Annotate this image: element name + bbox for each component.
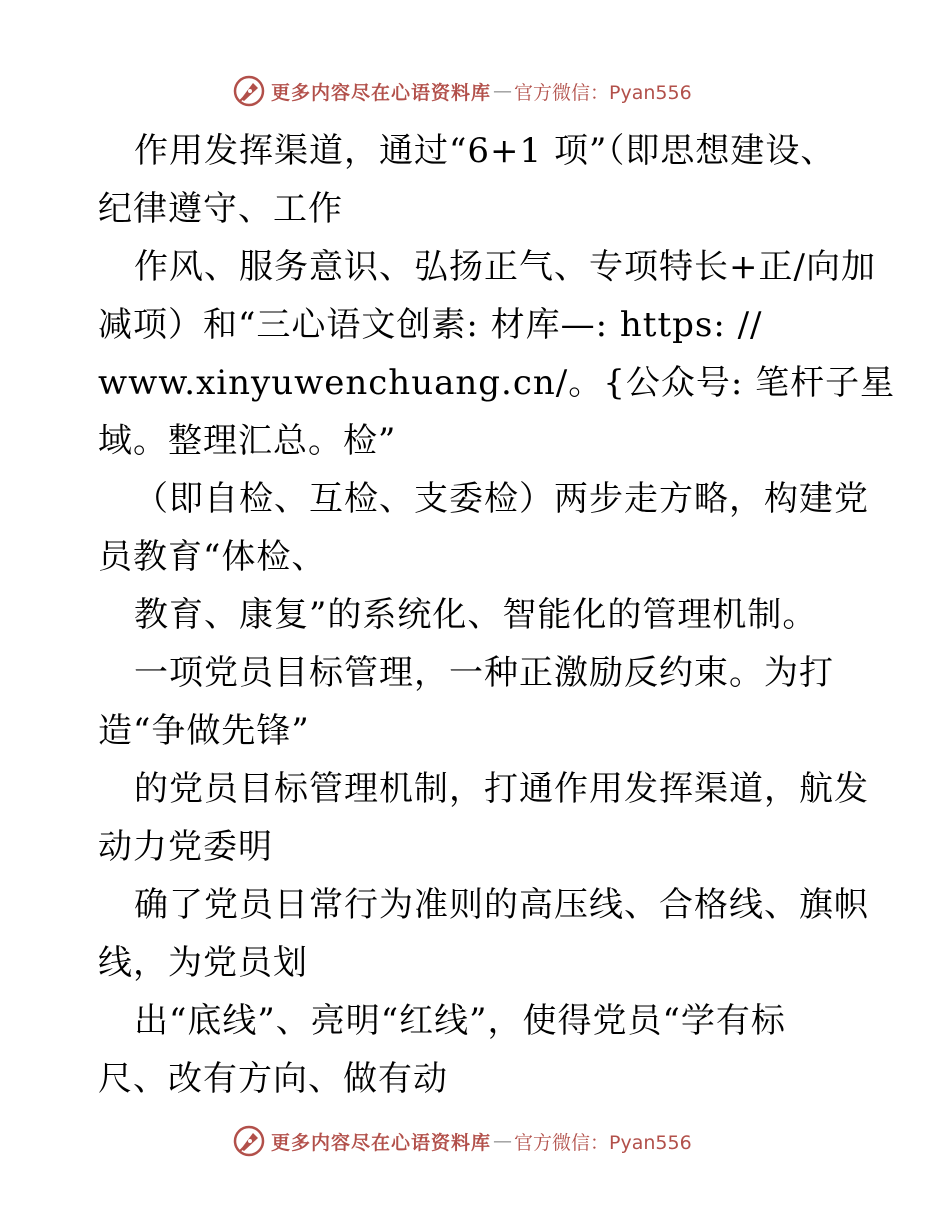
text-line: 线，为党员划 <box>98 943 308 983</box>
document-body <box>98 122 896 1108</box>
watermark-contact: 官方微信：Pyan556 <box>514 81 692 104</box>
header-watermark <box>233 72 692 110</box>
text-line: 减项）和“三心语文创素: 材库—: https: // <box>98 305 763 345</box>
footer-watermark <box>233 1122 692 1160</box>
watermark-separator: — <box>493 80 513 102</box>
text-line: 尺、改有方向、做有动 <box>98 1059 448 1099</box>
text-line: 员教育“体检、 <box>98 537 327 577</box>
text-line: 纪律遵守、工作 <box>98 189 343 229</box>
text-line: 的党员目标管理机制，打通作用发挥渠道，航发 <box>134 769 869 809</box>
watermark-brand: 更多内容尽在心语资料库 <box>271 81 492 104</box>
watermark-contact: 官方微信：Pyan556 <box>514 1131 692 1154</box>
watermark-separator: — <box>493 1130 513 1152</box>
text-line: 教育、康复”的系统化、智能化的管理机制。 <box>134 595 818 635</box>
pen-nib-logo-icon <box>233 75 265 107</box>
watermark-brand: 更多内容尽在心语资料库 <box>271 1131 492 1154</box>
text-line: 作风、服务意识、弘扬正气、专项特长+正/向加 <box>134 247 876 287</box>
text-line: 确了党员日常行为准则的高压线、合格线、旗帜 <box>134 885 869 925</box>
text-line: 造“争做先锋” <box>98 711 310 751</box>
text-line: 一项党员目标管理，一种正激励反约束。为打 <box>134 653 834 693</box>
text-line: 作用发挥渠道，通过“6+1 项”（即思想建设、 <box>134 131 836 171</box>
pen-nib-logo-icon <box>233 1125 265 1157</box>
text-line: 出“底线”、亮明“红线”，使得党员“学有标 <box>134 1001 786 1041</box>
text-line: 动力党委明 <box>98 827 273 867</box>
text-line: www.xinyuwenchuang.cn/。{公众号: 笔杆子星 <box>98 363 896 403</box>
text-line: （即自检、互检、支委检）两步走方略，构建党 <box>134 479 869 519</box>
text-line: 域。整理汇总。检” <box>98 421 397 461</box>
